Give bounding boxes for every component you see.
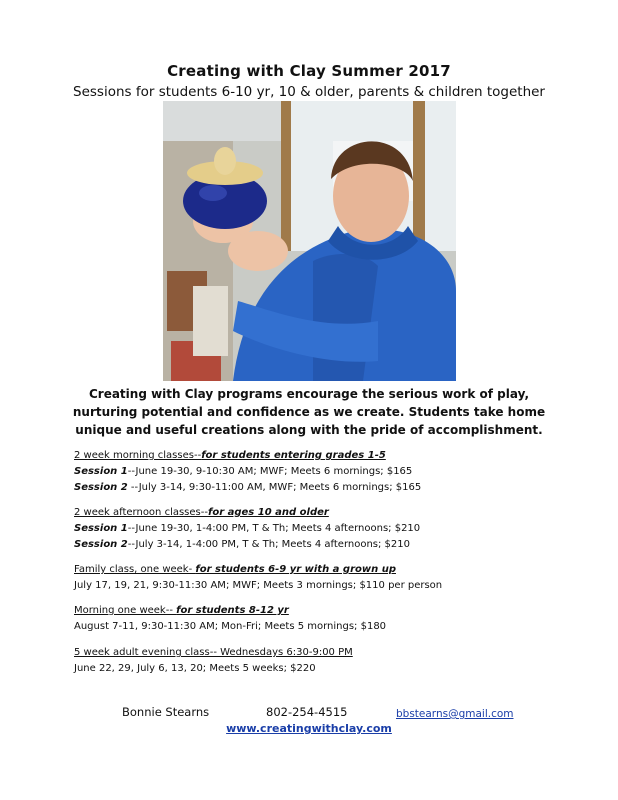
- website-link[interactable]: www.creatingwithclay.com: [226, 722, 392, 735]
- session-label: Session 2: [74, 482, 128, 493]
- flyer-subtitle: Sessions for students 6-10 yr, 10 & older, parents & children together: [73, 84, 545, 100]
- contact-phone: 802-254-4515: [266, 705, 348, 719]
- intro-paragraph: Creating with Clay programs encourage the serious work of play, nurturing potential and confidence as we create. Students take home unique and useful creations along with the pride of accomplishment.: [72, 387, 546, 437]
- section-heading-text: 5 week adult evening class-- Wednesdays 6:30-9:00 PM: [74, 647, 353, 658]
- section-heading: [74, 505, 574, 521]
- contact-email-link[interactable]: bbstearns@gmail.com: [396, 708, 514, 720]
- session-details: --July 3-14, 1-4:00 PM, T & Th; Meets 4 afternoons; $210: [127, 539, 411, 550]
- section-heading-audience: for students entering grades 1-5: [201, 450, 386, 461]
- session-details: --June 19-30, 1-4:00 PM, T & Th; Meets 4 afternoons; $210: [127, 523, 421, 534]
- section-heading-audience: for ages 10 and older: [207, 507, 329, 518]
- section-heading: [74, 562, 574, 578]
- session-label: Session 1: [74, 523, 128, 534]
- section-heading-text: 2 week morning classes--: [74, 450, 202, 461]
- section-heading-text: Morning one week--: [74, 605, 177, 616]
- session-line: [74, 661, 574, 677]
- session-label: Session 2: [74, 539, 128, 550]
- section-family-class: [74, 562, 574, 594]
- flyer-title: Creating with Clay Summer 2017: [167, 62, 451, 80]
- section-heading: [74, 603, 574, 619]
- session-line: [74, 521, 574, 537]
- session-line: [74, 464, 574, 480]
- session-details: --June 19-30, 9-10:30 AM; MWF; Meets 6 mornings; $165: [127, 466, 413, 477]
- session-line: [74, 480, 574, 496]
- section-heading-audience: for students 8-12 yr: [176, 605, 289, 616]
- session-line: [74, 537, 574, 553]
- section-morning-classes: [74, 448, 574, 496]
- section-heading: [74, 448, 574, 464]
- session-label: Session 1: [74, 466, 128, 477]
- section-heading-text: 2 week afternoon classes--: [74, 507, 208, 518]
- session-details: June 22, 29, July 6, 13, 20; Meets 5 weeks; $220: [74, 663, 316, 674]
- session-details: --July 3-14, 9:30-11:00 AM, MWF; Meets 6 mornings; $165: [127, 482, 422, 493]
- section-morning-one-week: [74, 603, 574, 635]
- session-line: [74, 619, 574, 635]
- section-heading: [74, 645, 574, 661]
- session-line: [74, 578, 574, 594]
- section-afternoon-classes: [74, 505, 574, 553]
- section-heading-audience: for students 6-9 yr with a grown up: [195, 564, 396, 575]
- session-details: August 7-11, 9:30-11:30 AM; Mon-Fri; Meets 5 mornings; $180: [74, 621, 387, 632]
- section-adult-evening: [74, 645, 574, 677]
- contact-name: Bonnie Stearns: [122, 705, 210, 719]
- photo-illustration: [163, 101, 456, 381]
- section-heading-text: Family class, one week-: [74, 564, 196, 575]
- session-details: July 17, 19, 21, 9:30-11:30 AM; MWF; Meets 3 mornings; $110 per person: [74, 580, 443, 591]
- photo-boy-with-pottery: [163, 101, 456, 381]
